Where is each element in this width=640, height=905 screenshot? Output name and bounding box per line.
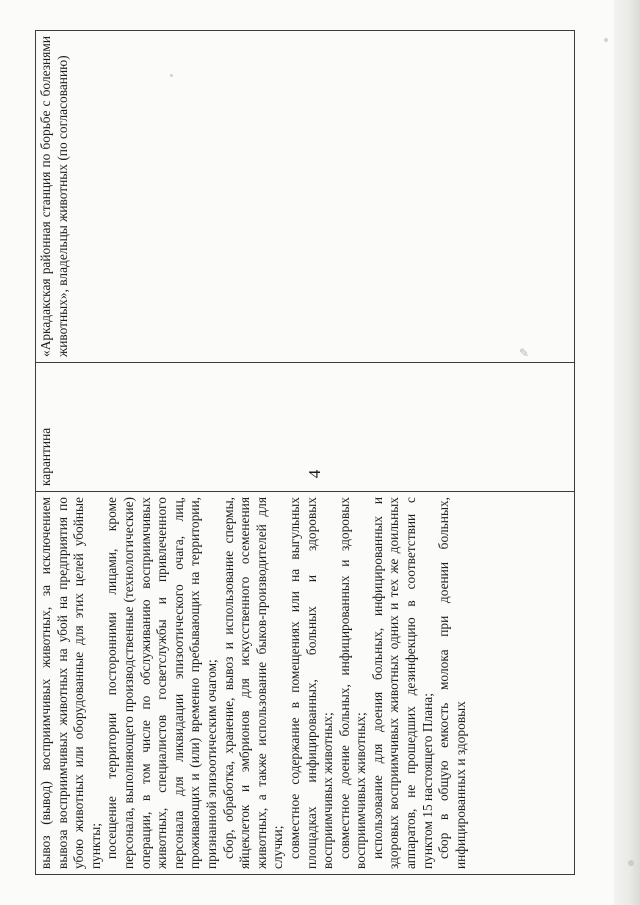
measure-item: использование для доения больных, инфицированных и здоровых восприимчивых животных одних и тех же доильных аппаратов, не прошедших дезинфекцию в соответствии с пунктом 15 настоящего Плана; <box>369 497 435 869</box>
page-number: 4 <box>305 469 324 479</box>
scan-speck <box>628 860 634 866</box>
rotated-table-region <box>35 30 575 875</box>
measure-item: посещение территории посторонними лицами, кроме персонала, выполняющего производственные (технологические) операции, в том числе по обслуживанию восприимчивых животных, специалистов госветслужбы и привлеченного персонала для ликвидации эпизоотического очага, лиц, проживающих и (или) временно пребывающих на территории, признанной эпизоотическим очагом; <box>104 497 219 869</box>
table-row <box>36 31 575 875</box>
period-text: карантина <box>38 427 53 486</box>
measure-item: совместное содержание в помещениях или на выгульных площадках инфицированных, больных и здоровых восприимчивых животных; <box>286 497 336 869</box>
pencil-mark-icon: ✎ <box>519 346 530 360</box>
responsible-text: «Аркадакская районная станция по борьбе с болезнями животных», владельцы животных (по согласованию) <box>38 36 70 357</box>
scan-edge-shadow <box>614 0 640 905</box>
measure-item: совместное доение больных, инфицированных и здоровых восприимчивых животных; <box>336 497 369 869</box>
measure-item: сбор в общую емкость молока при доении больных, инфицированных и здоровых <box>436 497 468 869</box>
measure-item: вывоз (вывод) восприимчивых животных, за исключением вывоза восприимчивых животных на убой на предприятия по убою животных или оборудованные для этих целей убойные пункты; <box>38 497 103 869</box>
responsible-cell <box>36 31 575 363</box>
period-cell <box>36 363 575 492</box>
scan-speck <box>604 38 608 42</box>
measures-list <box>38 497 469 869</box>
measure-item: сбор, обработка, хранение, вывоз и использование спермы, яйцеклеток и эмбрионов для искусственного осеменения животных, а также использование быков-производителей для случки; <box>220 497 286 869</box>
measures-table <box>35 30 575 875</box>
measures-cell <box>36 492 575 875</box>
